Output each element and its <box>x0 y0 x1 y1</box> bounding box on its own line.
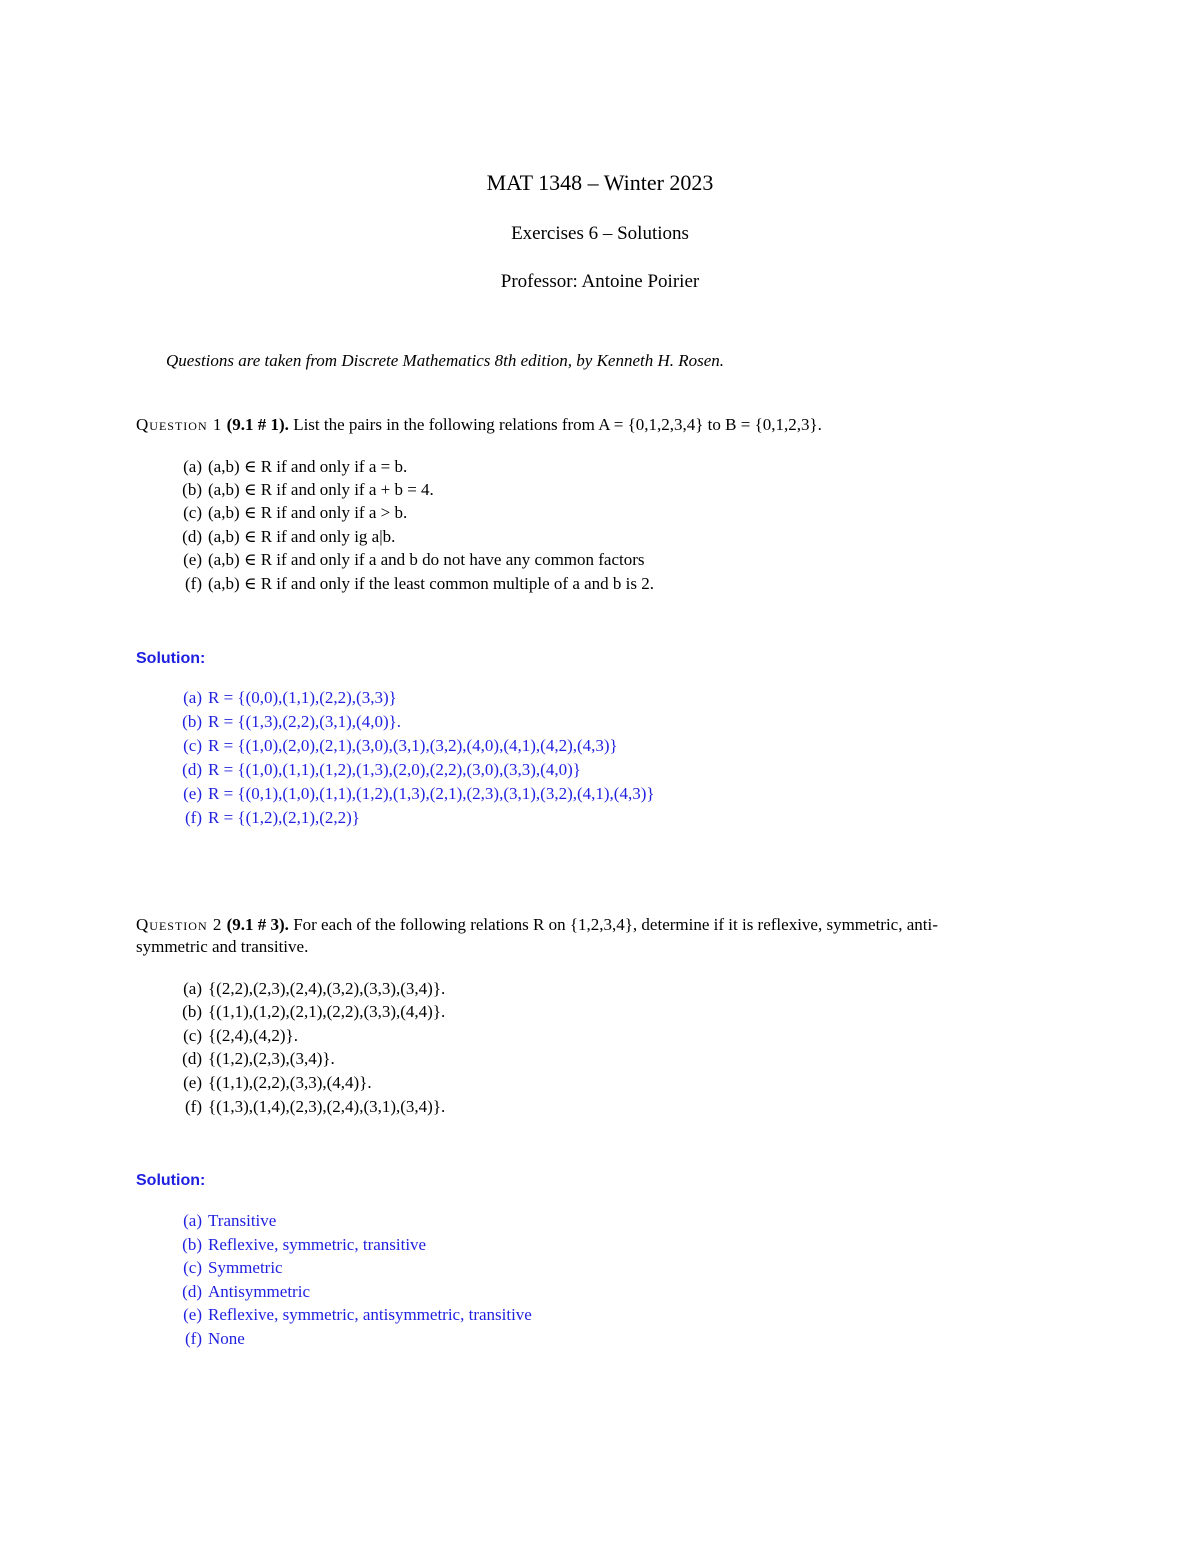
solution-label: (e) <box>183 784 202 803</box>
q1-part-c <box>172 503 407 523</box>
q2-solution-f <box>172 1329 245 1349</box>
solution-label: (a) <box>183 688 202 707</box>
part-text: (a,b) ∈ R if and only if a + b = 4. <box>208 480 434 499</box>
question-ref: (9.1 # 1). <box>226 415 289 434</box>
q1-solution-c <box>172 736 618 756</box>
question-text: List the pairs in the following relations from A = {0,1,2,3,4} to B = {0,1,2,3}. <box>293 415 822 434</box>
q2-solution-e <box>172 1305 532 1325</box>
solution-label: (f) <box>185 808 202 827</box>
solution-text: None <box>208 1329 245 1348</box>
solution-text: R = {(1,0),(1,1),(1,2),(1,3),(2,0),(2,2),(3,0),(3,3),(4,0)} <box>208 760 581 779</box>
part-text: {(2,2),(2,3),(2,4),(3,2),(3,3),(3,4)}. <box>208 979 446 998</box>
solution-label: (b) <box>182 1235 202 1254</box>
solution-heading: Solution: <box>136 650 206 667</box>
q2-part-b <box>172 1002 445 1022</box>
solution-text: Reflexive, symmetric, transitive <box>208 1235 427 1254</box>
solution-heading: Solution: <box>136 1172 206 1189</box>
question-text: For each of the following relations R on {1,2,3,4}, determine if it is reflexive, symmetric, anti- <box>293 915 938 934</box>
question-label: Question 1 <box>136 415 223 434</box>
q1-solution-d <box>172 760 581 780</box>
q1-solution-f <box>172 808 360 828</box>
solution-label: (f) <box>185 1329 202 1348</box>
part-label: (d) <box>182 1049 202 1068</box>
part-label: (c) <box>183 503 202 522</box>
q2-part-f <box>172 1097 445 1117</box>
solution-text: R = {(0,1),(1,0),(1,1),(1,2),(1,3),(2,1),(2,3),(3,1),(3,2),(4,1),(4,3)} <box>208 784 655 803</box>
q2-part-a <box>172 979 445 999</box>
question-text-continued: symmetric and transitive. <box>136 937 309 956</box>
exercise-title: Exercises 6 – Solutions <box>511 223 689 244</box>
solution-text: Antisymmetric <box>208 1282 310 1301</box>
part-label: (b) <box>182 1002 202 1021</box>
q1-part-b <box>172 480 434 500</box>
q2-solution-a <box>172 1211 276 1231</box>
q1-part-d <box>172 527 395 547</box>
q2-part-c <box>172 1026 298 1046</box>
part-text: (a,b) ∈ R if and only if a and b do not have any common factors <box>208 550 645 569</box>
solution-label: (b) <box>182 712 202 731</box>
part-label: (d) <box>182 527 202 546</box>
part-label: (f) <box>185 574 202 593</box>
solution-text: R = {(1,2),(2,1),(2,2)} <box>208 808 360 827</box>
part-label: (b) <box>182 480 202 499</box>
part-text: {(1,1),(1,2),(2,1),(2,2),(3,3),(4,4)}. <box>208 1002 446 1021</box>
part-text: (a,b) ∈ R if and only if a > b. <box>208 503 408 522</box>
q1-part-a <box>172 457 407 477</box>
solution-text: R = {(0,0),(1,1),(2,2),(3,3)} <box>208 688 397 707</box>
part-label: (a) <box>183 457 202 476</box>
solution-label: (d) <box>182 760 202 779</box>
solution-text: Reflexive, symmetric, antisymmetric, transitive <box>208 1305 532 1324</box>
q1-part-f <box>172 574 654 594</box>
question-label: Question 2 <box>136 915 223 934</box>
part-label: (f) <box>185 1097 202 1116</box>
part-text: (a,b) ∈ R if and only if the least common multiple of a and b is 2. <box>208 574 654 593</box>
solution-label: (d) <box>182 1282 202 1301</box>
question-1 <box>136 415 822 435</box>
question-2 <box>136 915 938 935</box>
q1-solution-e <box>172 784 655 804</box>
q1-part-e <box>172 550 645 570</box>
q1-solution-a <box>172 688 397 708</box>
question-ref: (9.1 # 3). <box>226 915 289 934</box>
solution-text: R = {(1,3),(2,2),(3,1),(4,0)}. <box>208 712 402 731</box>
part-label: (e) <box>183 1073 202 1092</box>
part-text: (a,b) ∈ R if and only if a = b. <box>208 457 408 476</box>
q2-solution-c <box>172 1258 283 1278</box>
source-note: Questions are taken from Discrete Mathematics 8th edition, by Kenneth H. Rosen. <box>166 351 725 370</box>
q2-solution-b <box>172 1235 426 1255</box>
solution-label: (c) <box>183 1258 202 1277</box>
solution-label: (e) <box>183 1305 202 1324</box>
q2-part-e <box>172 1073 372 1093</box>
part-label: (c) <box>183 1026 202 1045</box>
part-label: (a) <box>183 979 202 998</box>
course-title: MAT 1348 – Winter 2023 <box>486 170 714 195</box>
part-text: {(1,3),(1,4),(2,3),(2,4),(3,1),(3,4)}. <box>208 1097 446 1116</box>
part-label: (e) <box>183 550 202 569</box>
part-text: {(2,4),(4,2)}. <box>208 1026 298 1045</box>
q1-solution-b <box>172 712 401 732</box>
solution-label: (c) <box>183 736 202 755</box>
solution-text: R = {(1,0),(2,0),(2,1),(3,0),(3,1),(3,2),(4,0),(4,1),(4,2),(4,3)} <box>208 736 618 755</box>
professor-line: Professor: Antoine Poirier <box>500 271 700 292</box>
part-text: {(1,2),(2,3),(3,4)}. <box>208 1049 335 1068</box>
solution-label: (a) <box>183 1211 202 1230</box>
q2-solution-d <box>172 1282 310 1302</box>
q2-part-d <box>172 1049 335 1069</box>
part-text: (a,b) ∈ R if and only ig a|b. <box>208 527 396 546</box>
solution-text: Transitive <box>208 1211 277 1230</box>
solution-text: Symmetric <box>208 1258 283 1277</box>
part-text: {(1,1),(2,2),(3,3),(4,4)}. <box>208 1073 372 1092</box>
